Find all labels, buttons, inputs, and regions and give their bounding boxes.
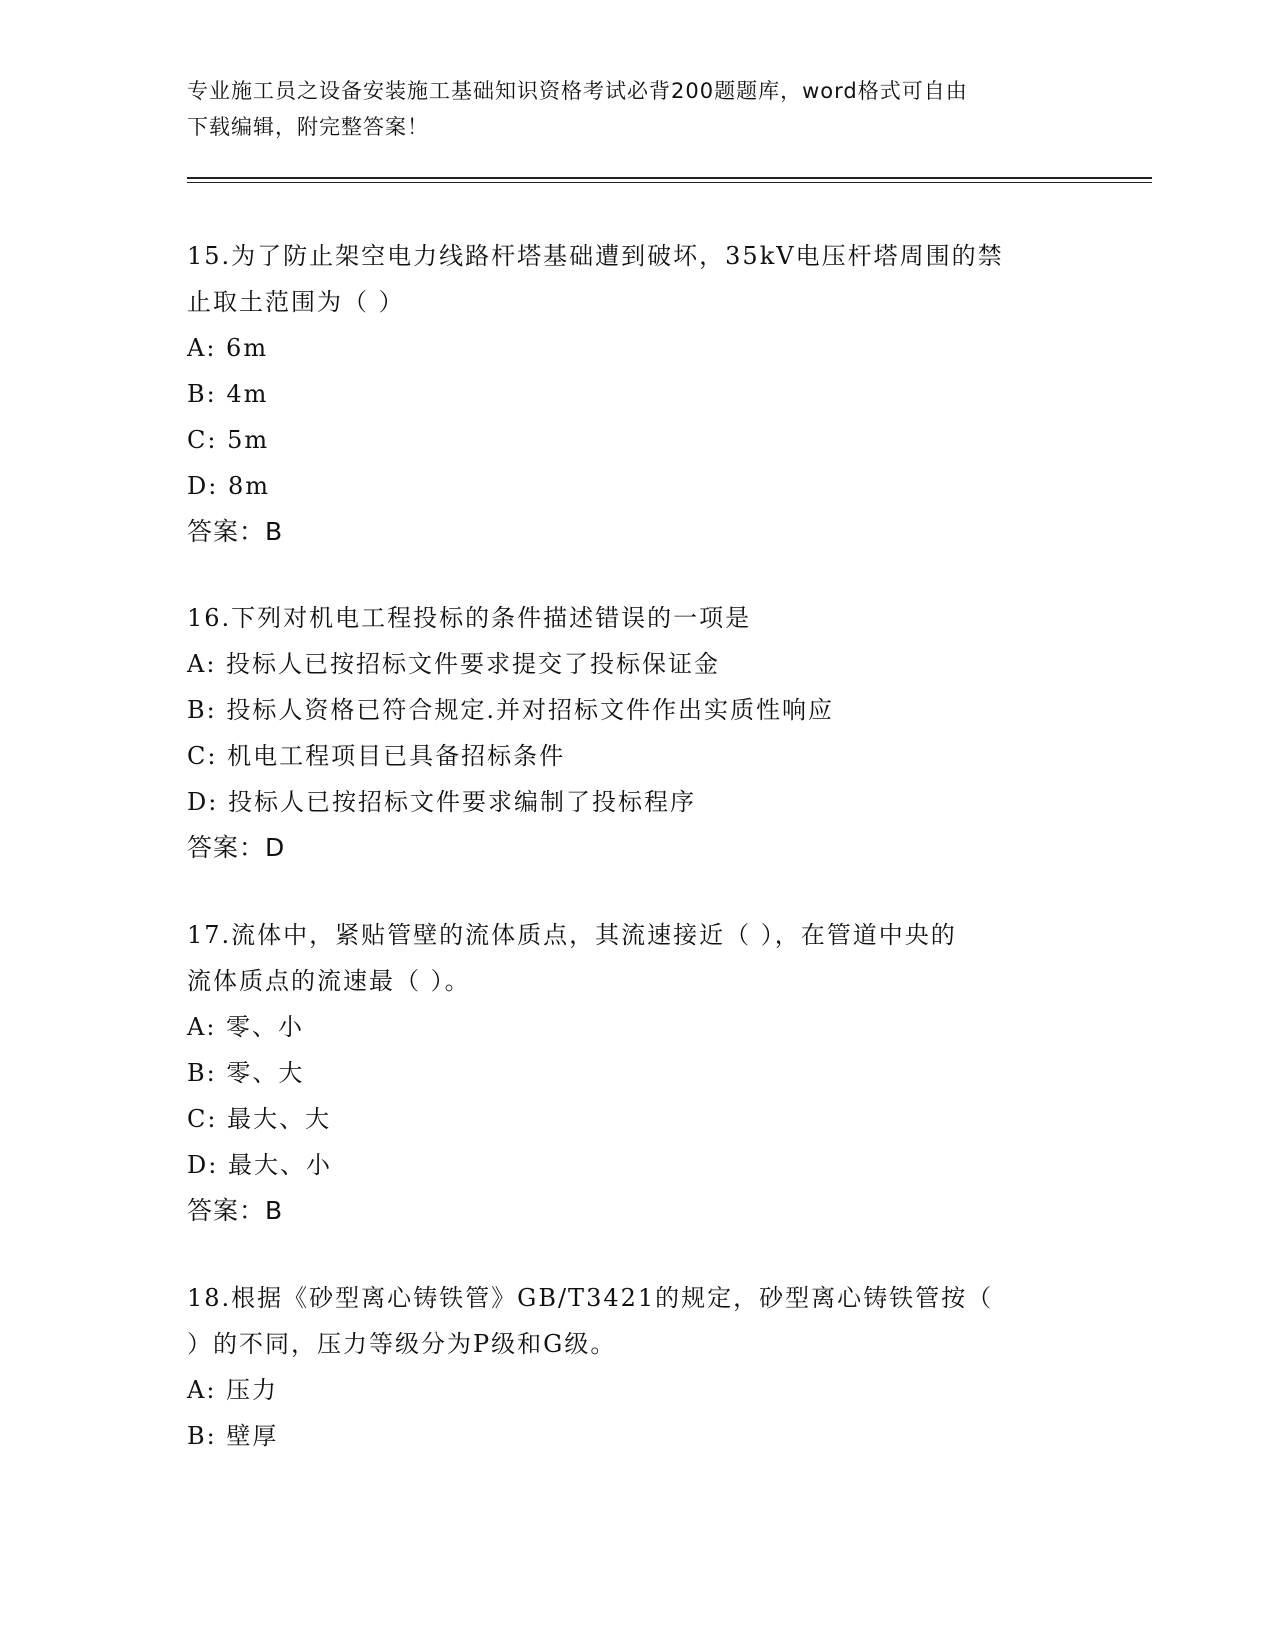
question-16 bbox=[187, 595, 1087, 871]
option-d: D: 投标人已按招标文件要求编制了投标程序 bbox=[187, 788, 696, 816]
option-d: D: 最大、小 bbox=[187, 1151, 332, 1179]
header-line-1: 专业施工员之设备安装施工基础知识资格考试必背200题题库，word格式可自由 bbox=[187, 79, 968, 103]
option-b: B: 4m bbox=[187, 380, 269, 408]
option-d: D: 8m bbox=[187, 472, 270, 500]
option-b: B: 投标人资格已符合规定.并对招标文件作出实质性响应 bbox=[187, 696, 834, 724]
question-text-line-2: 止取土范围为（ ） bbox=[187, 288, 405, 316]
option-a: A: 压力 bbox=[187, 1376, 279, 1404]
header-divider-thick bbox=[187, 177, 1152, 179]
option-c: C: 机电工程项目已具备招标条件 bbox=[187, 742, 566, 770]
answer-line: 答案：D bbox=[187, 833, 286, 862]
header-line-2: 下载编辑，附完整答案！ bbox=[187, 115, 429, 139]
option-b: B: 零、大 bbox=[187, 1059, 305, 1087]
answer-line: 答案：B bbox=[187, 517, 284, 546]
question-text-line-1: 17.流体中，紧贴管壁的流体质点，其流速接近（ ），在管道中央的 bbox=[187, 921, 957, 949]
option-a: A: 投标人已按招标文件要求提交了投标保证金 bbox=[187, 650, 721, 678]
question-18 bbox=[187, 1275, 1087, 1459]
question-text-line-1: 18.根据《砂型离心铸铁管》GB/T3421的规定，砂型离心铸铁管按（ bbox=[187, 1284, 994, 1312]
option-a: A: 6m bbox=[187, 334, 269, 362]
answer-line: 答案：B bbox=[187, 1196, 284, 1225]
question-text-line-1: 15.为了防止架空电力线路杆塔基础遭到破坏，35kV电压杆塔周围的禁 bbox=[187, 242, 1004, 270]
question-text-line-1: 16.下列对机电工程投标的条件描述错误的一项是 bbox=[187, 604, 752, 632]
question-17 bbox=[187, 912, 1087, 1234]
option-c: C: 5m bbox=[187, 426, 270, 454]
option-b: B: 壁厚 bbox=[187, 1422, 279, 1450]
option-c: C: 最大、大 bbox=[187, 1105, 332, 1133]
option-a: A: 零、小 bbox=[187, 1013, 305, 1041]
question-text-line-2: ）的不同，压力等级分为P级和G级。 bbox=[187, 1330, 617, 1358]
document-header bbox=[187, 73, 1087, 145]
question-text-line-2: 流体质点的流速最（ ）。 bbox=[187, 967, 471, 995]
header-divider-thin bbox=[187, 182, 1152, 183]
question-15 bbox=[187, 233, 1087, 555]
